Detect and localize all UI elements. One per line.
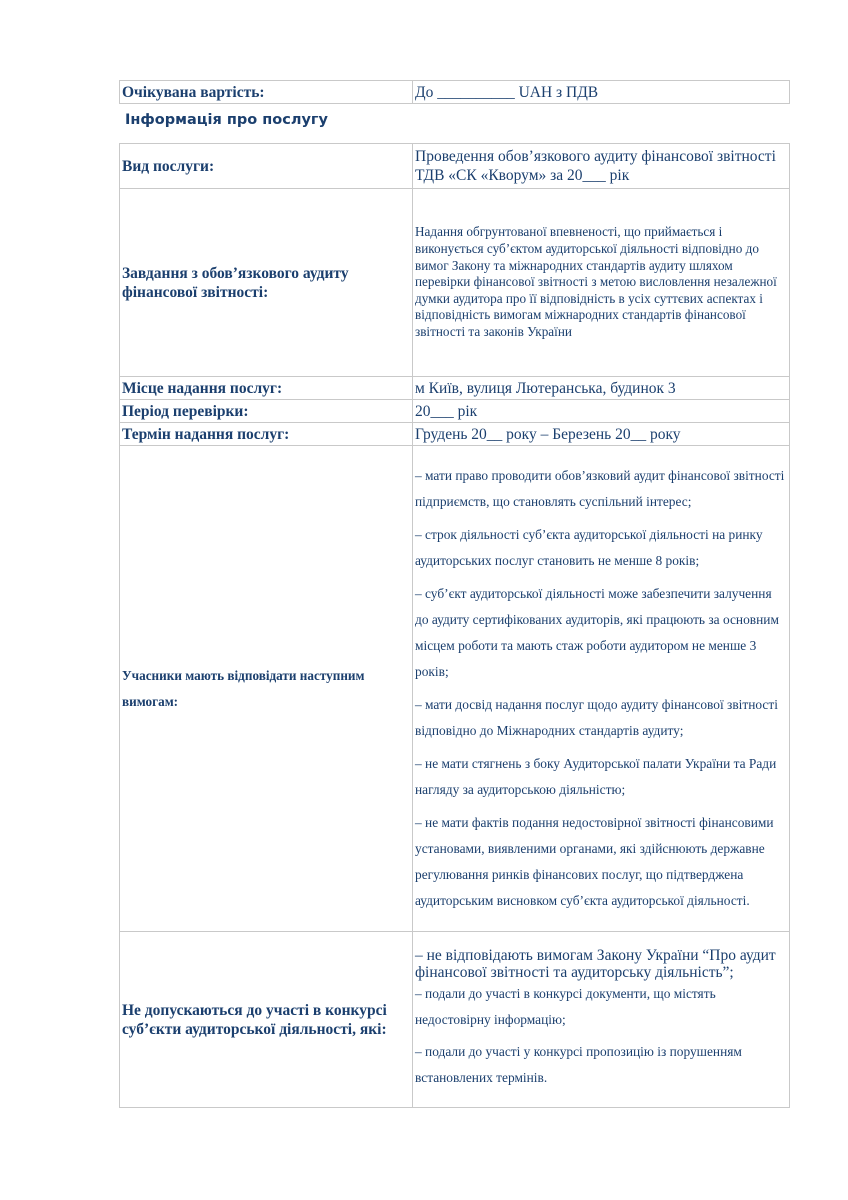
location-value: м Київ, вулиця Лютеранська, будинок 3 <box>413 377 790 400</box>
cost-label: Очікувана вартість: <box>120 81 413 104</box>
requirements-list <box>413 446 790 932</box>
requirement-item: – суб’єкт аудиторської діяльності може забезпечити залучення до аудиту сертифікованих аудиторів, які працюють за основним місцем роботи та мають стаж роботи аудитором не менше 3 років; <box>415 586 779 679</box>
audit-task-value: Надання обгрунтованої впевненості, що приймається і виконується суб’єктом аудиторської діяльності відповідно до вимог Закону та міжнародних стандартів аудиту шляхом перевірки фінансової звітності з метою висловлення незалежної думки аудитора про її відповідність в усіх суттєвих аспектах і відповідність вимогам міжнародних стандартів фінансової звітності та законів України <box>413 189 790 377</box>
not-admitted-item: – подали до участі в конкурсі документи, що містять недостовірну інформацію; <box>415 986 716 1027</box>
requirement-item: – строк діяльності суб’єкта аудиторської діяльності на ринку аудиторських послуг становить не менше 8 років; <box>415 527 763 568</box>
requirement-item: – мати право проводити обов’язковий аудит фінансової звітності підприємств, що становлять суспільний інтерес; <box>415 468 785 509</box>
cost-table <box>119 80 790 104</box>
document <box>119 80 789 1108</box>
service-type-label: Вид послуги: <box>120 144 413 189</box>
not-admitted-row <box>120 932 790 1108</box>
term-value: Грудень 20__ року – Березень 20__ року <box>413 423 790 446</box>
service-type-row <box>120 144 790 189</box>
period-label: Період перевірки: <box>120 400 413 423</box>
audit-task-label: Завдання з обов’язкового аудиту фінансової звітності: <box>120 189 413 377</box>
requirement-item: – не мати фактів подання недостовірної звітності фінансовими установами, виявленими органами, які здійснюють державне регулювання ринків фінансових послуг, що підтверджена аудиторським висновком суб’єкта аудиторської діяльності. <box>415 815 774 908</box>
cost-row <box>120 81 790 104</box>
not-admitted-label: Не допускаються до участі в конкурсі суб’єкти аудиторської діяльності, які: <box>120 932 413 1108</box>
service-type-value: Проведення обов’язкового аудиту фінансової звітності ТДВ «СК «Кворум» за 20___ рік <box>413 144 790 189</box>
location-label: Місце надання послуг: <box>120 377 413 400</box>
service-info-table <box>119 143 790 1108</box>
period-value: 20___ рік <box>413 400 790 423</box>
cost-value: До __________ UAH з ПДВ <box>413 81 790 104</box>
not-admitted-item: – подали до участі у конкурсі пропозицію із порушенням встановлених термінів. <box>415 1044 742 1085</box>
requirement-item: – не мати стягнень з боку Аудиторської палати України та Ради нагляду за аудиторською діяльністю; <box>415 756 777 797</box>
requirement-item: – мати досвід надання послуг щодо аудиту фінансової звітності відповідно до Міжнародних стандартів аудиту; <box>415 697 778 738</box>
term-label: Термін надання послуг: <box>120 423 413 446</box>
not-admitted-list <box>413 932 790 1108</box>
section-title: Інформація про послугу <box>125 112 328 128</box>
not-admitted-item: – не відповідають вимогам Закону України “Про аудит фінансової звітності та аудиторську діяльність”; <box>415 947 776 981</box>
audit-task-row <box>120 189 790 377</box>
requirements-row <box>120 446 790 932</box>
requirements-label: Учасники мають відповідати наступним вимогам: <box>120 446 413 932</box>
term-row <box>120 423 790 446</box>
period-row <box>120 400 790 423</box>
location-row <box>120 377 790 400</box>
